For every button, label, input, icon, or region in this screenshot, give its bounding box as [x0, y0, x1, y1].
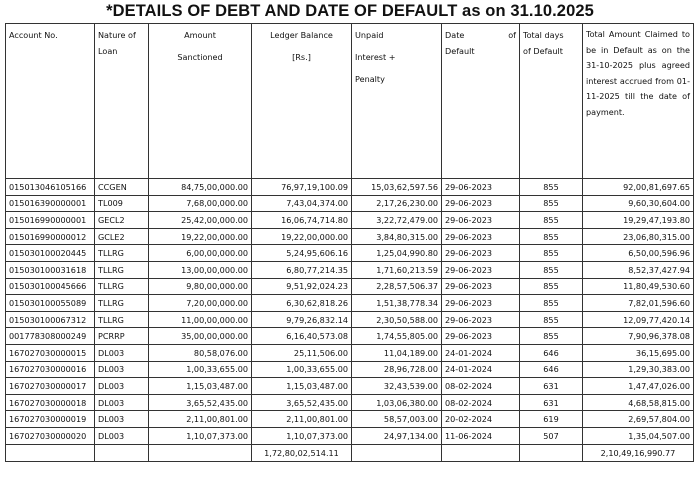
cell-amount-sanctioned: 25,42,00,000.00	[149, 212, 252, 229]
table-row	[6, 394, 694, 411]
cell-ledger-balance: 16,06,74,714.80	[252, 212, 352, 229]
cell-ledger-balance: 1,15,03,487.00	[252, 378, 352, 395]
header-total-claimed	[583, 24, 694, 179]
cell-date-of-default: 29-06-2023	[442, 245, 520, 262]
cell-total-days: 619	[520, 411, 583, 428]
total-ledger-balance: 1,72,80,02,514.11	[252, 444, 352, 461]
table-row	[6, 212, 694, 229]
cell-date-of-default: 20-02-2024	[442, 411, 520, 428]
cell-nature-of-loan: CCGEN	[95, 179, 149, 196]
total-cell-days	[520, 444, 583, 461]
cell-unpaid-interest: 1,51,38,778.34	[352, 295, 442, 312]
table-row	[6, 179, 694, 196]
cell-nature-of-loan: TLLRG	[95, 295, 149, 312]
cell-total-claimed: 19,29,47,193.80	[583, 212, 694, 229]
table-row	[6, 278, 694, 295]
header-date-of: of	[508, 30, 516, 40]
cell-unpaid-interest: 1,74,55,805.00	[352, 328, 442, 345]
header-amount-line-2: Sanctioned	[177, 52, 223, 62]
header-account-no	[6, 24, 95, 179]
cell-ledger-balance: 6,30,62,818.26	[252, 295, 352, 312]
cell-total-days: 855	[520, 311, 583, 328]
cell-total-claimed: 1,35,04,507.00	[583, 427, 694, 444]
cell-unpaid-interest: 2,30,50,588.00	[352, 311, 442, 328]
cell-date-of-default: 29-06-2023	[442, 311, 520, 328]
table-row	[6, 378, 694, 395]
cell-date-of-default: 11-06-2024	[442, 427, 520, 444]
cell-nature-of-loan: DL003	[95, 378, 149, 395]
cell-nature-of-loan: TLLRG	[95, 245, 149, 262]
cell-amount-sanctioned: 9,80,00,000.00	[149, 278, 252, 295]
cell-account-no: 167027030000020	[6, 427, 95, 444]
cell-unpaid-interest: 24,97,134.00	[352, 427, 442, 444]
cell-total-claimed: 8,52,37,427.94	[583, 261, 694, 278]
cell-ledger-balance: 9,51,92,024.23	[252, 278, 352, 295]
header-ledger-line-1: Ledger Balance	[270, 30, 333, 40]
cell-total-claimed: 1,29,30,383.00	[583, 361, 694, 378]
cell-amount-sanctioned: 13,00,00,000.00	[149, 261, 252, 278]
cell-unpaid-interest: 3,22,72,479.00	[352, 212, 442, 229]
cell-account-no: 015016390000001	[6, 195, 95, 212]
cell-ledger-balance: 5,24,95,606.16	[252, 245, 352, 262]
cell-amount-sanctioned: 1,00,33,655.00	[149, 361, 252, 378]
cell-account-no: 167027030000018	[6, 394, 95, 411]
debt-default-table	[5, 23, 694, 462]
table-row	[6, 195, 694, 212]
cell-date-of-default: 29-06-2023	[442, 179, 520, 196]
total-cell-unpaid	[352, 444, 442, 461]
cell-ledger-balance: 76,97,19,100.09	[252, 179, 352, 196]
cell-total-claimed: 92,00,81,697.65	[583, 179, 694, 196]
cell-unpaid-interest: 1,71,60,213.59	[352, 261, 442, 278]
table-header-row	[6, 24, 694, 179]
cell-date-of-default: 29-06-2023	[442, 328, 520, 345]
table-row	[6, 328, 694, 345]
table-row	[6, 261, 694, 278]
cell-nature-of-loan: GCLE2	[95, 228, 149, 245]
cell-total-claimed: 12,09,77,420.14	[583, 311, 694, 328]
table-row	[6, 228, 694, 245]
cell-nature-of-loan: GECL2	[95, 212, 149, 229]
cell-nature-of-loan: DL003	[95, 394, 149, 411]
page-title: *DETAILS OF DEBT AND DATE OF DEFAULT as on 31.10.2025	[106, 2, 594, 20]
header-unpaid-line-1: Unpaid	[355, 30, 384, 40]
header-nature-line-1: Nature of	[98, 30, 136, 40]
cell-ledger-balance: 6,16,40,573.08	[252, 328, 352, 345]
cell-total-claimed: 4,68,58,815.00	[583, 394, 694, 411]
header-days-line-1: Total days	[523, 30, 564, 40]
cell-total-days: 855	[520, 212, 583, 229]
cell-date-of-default: 29-06-2023	[442, 195, 520, 212]
total-amount-claimed: 2,10,49,16,990.77	[583, 444, 694, 461]
table-row	[6, 361, 694, 378]
cell-account-no: 015030100020445	[6, 245, 95, 262]
header-unpaid-line-3: Penalty	[355, 74, 385, 84]
cell-total-days: 855	[520, 278, 583, 295]
total-cell-amount	[149, 444, 252, 461]
header-date-of-default	[442, 24, 520, 179]
header-amount-sanctioned	[149, 24, 252, 179]
cell-nature-of-loan: DL003	[95, 427, 149, 444]
cell-account-no: 167027030000019	[6, 411, 95, 428]
cell-amount-sanctioned: 19,22,00,000.00	[149, 228, 252, 245]
cell-nature-of-loan: DL003	[95, 361, 149, 378]
cell-total-days: 507	[520, 427, 583, 444]
cell-total-days: 646	[520, 344, 583, 361]
cell-unpaid-interest: 32,43,539.00	[352, 378, 442, 395]
cell-total-days: 855	[520, 261, 583, 278]
cell-date-of-default: 08-02-2024	[442, 378, 520, 395]
cell-amount-sanctioned: 7,68,00,000.00	[149, 195, 252, 212]
cell-ledger-balance: 6,80,77,214.35	[252, 261, 352, 278]
cell-amount-sanctioned: 80,58,076.00	[149, 344, 252, 361]
total-cell-date	[442, 444, 520, 461]
cell-account-no: 167027030000015	[6, 344, 95, 361]
cell-amount-sanctioned: 1,10,07,373.00	[149, 427, 252, 444]
cell-amount-sanctioned: 35,00,00,000.00	[149, 328, 252, 345]
cell-total-claimed: 6,50,00,596.96	[583, 245, 694, 262]
cell-amount-sanctioned: 84,75,00,000.00	[149, 179, 252, 196]
cell-amount-sanctioned: 7,20,00,000.00	[149, 295, 252, 312]
cell-nature-of-loan: PCRRP	[95, 328, 149, 345]
cell-ledger-balance: 9,79,26,832.14	[252, 311, 352, 328]
cell-date-of-default: 29-06-2023	[442, 295, 520, 312]
cell-unpaid-interest: 1,03,06,380.00	[352, 394, 442, 411]
cell-date-of-default: 29-06-2023	[442, 278, 520, 295]
header-date-line-2: Default	[445, 46, 475, 56]
header-claimed-text: Total Amount Claimed to be in Default as on the 31-10-2025 plus agreed interest accrued from 01-11-2025 till the date of payment.	[586, 29, 690, 117]
header-unpaid-line-2: Interest +	[355, 52, 396, 62]
cell-amount-sanctioned: 1,15,03,487.00	[149, 378, 252, 395]
cell-total-days: 855	[520, 228, 583, 245]
cell-unpaid-interest: 2,28,57,506.37	[352, 278, 442, 295]
cell-amount-sanctioned: 3,65,52,435.00	[149, 394, 252, 411]
cell-unpaid-interest: 3,84,80,315.00	[352, 228, 442, 245]
cell-unpaid-interest: 2,17,26,230.00	[352, 195, 442, 212]
cell-account-no: 015016990000001	[6, 212, 95, 229]
header-days-line-2: of Default	[523, 46, 563, 56]
cell-amount-sanctioned: 2,11,00,801.00	[149, 411, 252, 428]
cell-total-days: 646	[520, 361, 583, 378]
cell-unpaid-interest: 58,57,003.00	[352, 411, 442, 428]
cell-unpaid-interest: 11,04,189.00	[352, 344, 442, 361]
cell-ledger-balance: 1,00,33,655.00	[252, 361, 352, 378]
cell-date-of-default: 08-02-2024	[442, 394, 520, 411]
header-ledger-balance	[252, 24, 352, 179]
cell-date-of-default: 29-06-2023	[442, 228, 520, 245]
table-row	[6, 344, 694, 361]
cell-unpaid-interest: 15,03,62,597.56	[352, 179, 442, 196]
table-row	[6, 311, 694, 328]
cell-ledger-balance: 25,11,506.00	[252, 344, 352, 361]
cell-total-claimed: 7,90,96,378.08	[583, 328, 694, 345]
table-row	[6, 295, 694, 312]
cell-total-claimed: 11,80,49,530.60	[583, 278, 694, 295]
cell-total-days: 855	[520, 328, 583, 345]
table-row	[6, 427, 694, 444]
totals-row	[6, 444, 694, 461]
cell-total-claimed: 23,06,80,315.00	[583, 228, 694, 245]
cell-total-claimed: 36,15,695.00	[583, 344, 694, 361]
cell-nature-of-loan: DL003	[95, 344, 149, 361]
cell-ledger-balance: 1,10,07,373.00	[252, 427, 352, 444]
cell-total-days: 855	[520, 295, 583, 312]
cell-amount-sanctioned: 6,00,00,000.00	[149, 245, 252, 262]
header-date-word: Date	[445, 30, 465, 40]
cell-nature-of-loan: DL003	[95, 411, 149, 428]
cell-nature-of-loan: TLLRG	[95, 278, 149, 295]
cell-amount-sanctioned: 11,00,00,000.00	[149, 311, 252, 328]
cell-account-no: 015030100031618	[6, 261, 95, 278]
cell-total-days: 855	[520, 195, 583, 212]
cell-account-no: 015030100045666	[6, 278, 95, 295]
cell-total-days: 631	[520, 378, 583, 395]
header-account-label: Account No.	[9, 30, 58, 40]
table-row	[6, 245, 694, 262]
cell-total-claimed: 2,69,57,804.00	[583, 411, 694, 428]
header-nature-of-loan	[95, 24, 149, 179]
cell-account-no: 167027030000016	[6, 361, 95, 378]
header-amount-line-1: Amount	[184, 30, 216, 40]
cell-total-days: 855	[520, 179, 583, 196]
cell-date-of-default: 29-06-2023	[442, 212, 520, 229]
cell-total-claimed: 9,60,30,604.00	[583, 195, 694, 212]
cell-total-claimed: 7,82,01,596.60	[583, 295, 694, 312]
cell-date-of-default: 29-06-2023	[442, 261, 520, 278]
cell-account-no: 015030100055089	[6, 295, 95, 312]
total-cell-account	[6, 444, 95, 461]
cell-account-no: 167027030000017	[6, 378, 95, 395]
header-nature-line-2: Loan	[98, 46, 118, 56]
table-row	[6, 411, 694, 428]
cell-nature-of-loan: TLLRG	[95, 261, 149, 278]
cell-total-days: 855	[520, 245, 583, 262]
cell-date-of-default: 24-01-2024	[442, 344, 520, 361]
cell-account-no: 015013046105166	[6, 179, 95, 196]
header-unpaid-interest-penalty	[352, 24, 442, 179]
cell-ledger-balance: 3,65,52,435.00	[252, 394, 352, 411]
header-total-days	[520, 24, 583, 179]
cell-account-no: 015030100067312	[6, 311, 95, 328]
cell-ledger-balance: 19,22,00,000.00	[252, 228, 352, 245]
cell-nature-of-loan: TLLRG	[95, 311, 149, 328]
cell-date-of-default: 24-01-2024	[442, 361, 520, 378]
cell-ledger-balance: 7,43,04,374.00	[252, 195, 352, 212]
cell-nature-of-loan: TL009	[95, 195, 149, 212]
cell-account-no: 001778308000249	[6, 328, 95, 345]
cell-unpaid-interest: 28,96,728.00	[352, 361, 442, 378]
cell-ledger-balance: 2,11,00,801.00	[252, 411, 352, 428]
cell-account-no: 015016990000012	[6, 228, 95, 245]
total-cell-nature	[95, 444, 149, 461]
cell-total-claimed: 1,47,47,026.00	[583, 378, 694, 395]
cell-unpaid-interest: 1,25,04,990.80	[352, 245, 442, 262]
cell-total-days: 631	[520, 394, 583, 411]
header-ledger-line-2: [Rs.]	[292, 52, 311, 62]
